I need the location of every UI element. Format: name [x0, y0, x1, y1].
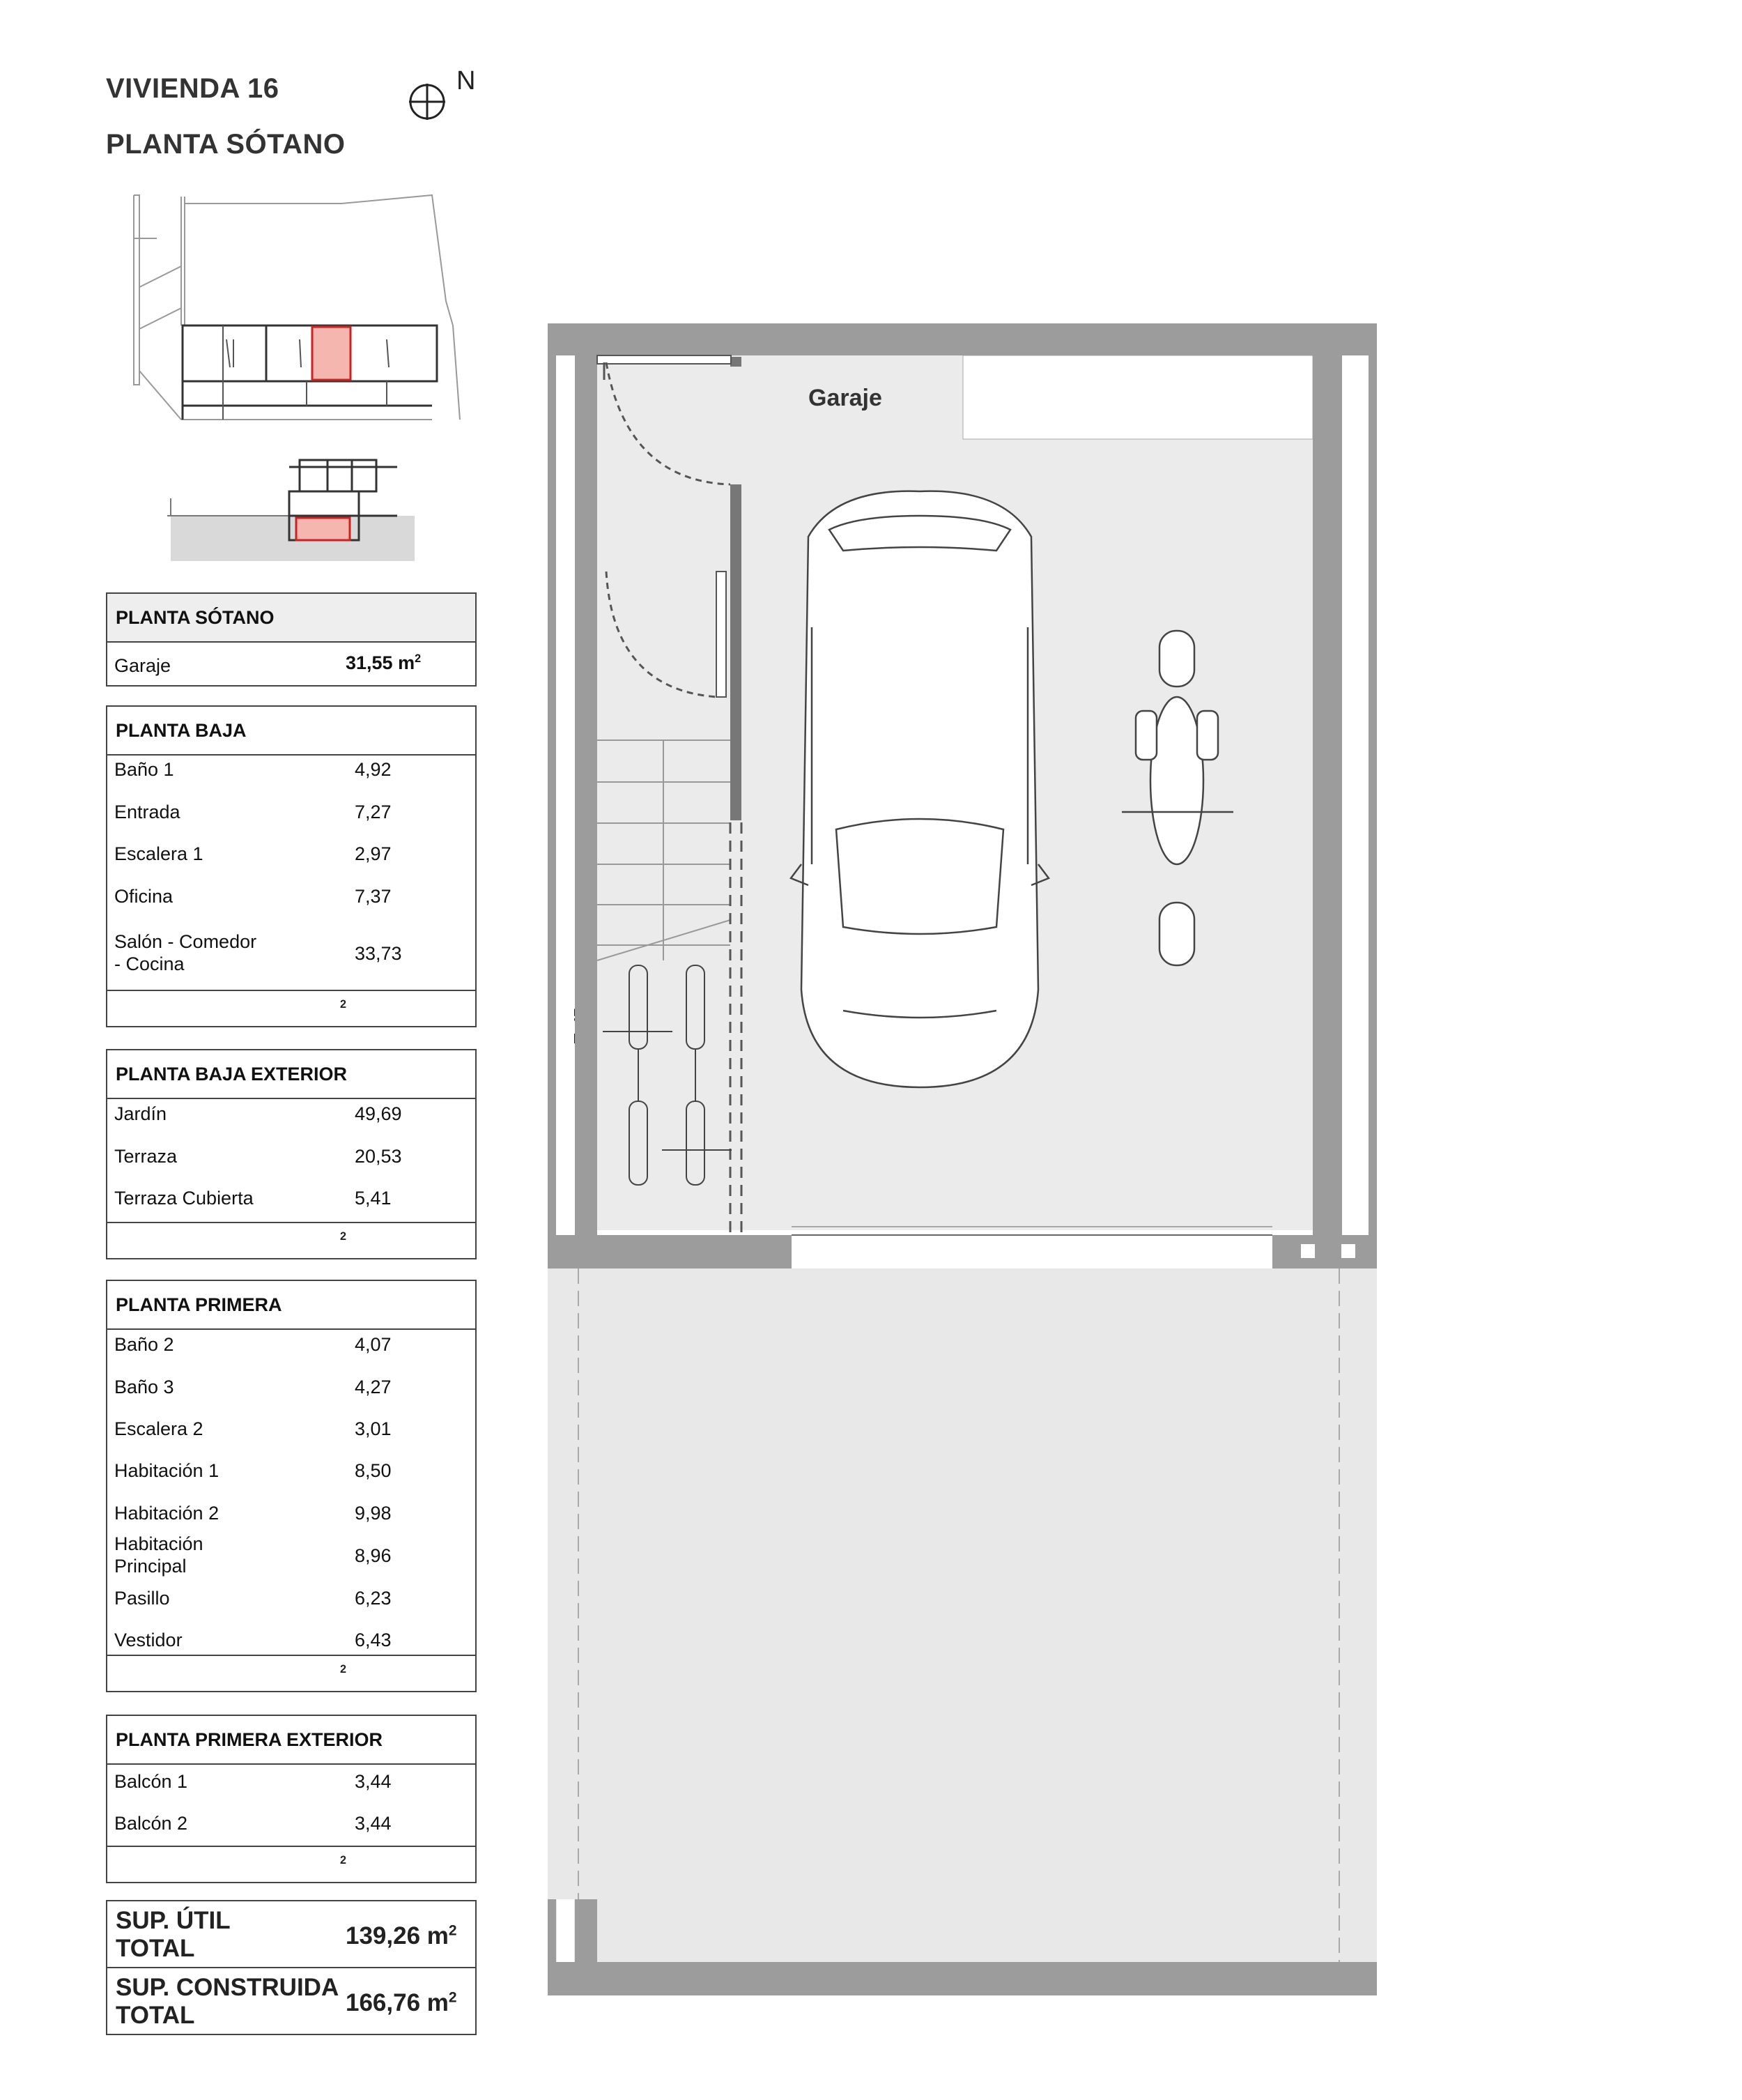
table-planta-baja	[106, 705, 477, 1027]
row-label-line2: - Cocina	[114, 953, 185, 974]
table-heading: PLANTA PRIMERA EXTERIOR	[107, 1716, 475, 1765]
row-value: 4,07	[355, 1334, 392, 1355]
key-section	[167, 457, 418, 561]
row-value: 31,55 $m^2$	[346, 652, 422, 673]
table-heading: PLANTA BAJA EXTERIOR	[107, 1050, 475, 1099]
table-total: 2	[107, 1655, 475, 1691]
table-total: 2	[107, 1222, 475, 1258]
sup-construida-value: 166,76 $m^2$	[346, 1989, 457, 2016]
row-value: 7,27	[355, 802, 392, 822]
key-plan	[118, 190, 467, 427]
row-label: Habitación 1	[114, 1460, 219, 1481]
row-value: 3,01	[355, 1418, 392, 1439]
compass-icon	[408, 82, 447, 121]
sup-construida-total	[106, 1967, 477, 2035]
table-heading: PLANTA SÓTANO	[107, 594, 475, 643]
patio-area	[548, 1269, 1377, 1976]
table-row	[107, 643, 475, 687]
row-label: Escalera 2	[114, 1418, 203, 1439]
row-value: 4,27	[355, 1377, 392, 1397]
row-label: Entrada	[114, 802, 180, 822]
row-value: 8,50	[355, 1460, 392, 1481]
table-heading: PLANTA BAJA	[107, 707, 475, 756]
row-value: 33,73	[355, 943, 402, 964]
row-value: 49,69	[355, 1103, 402, 1124]
row-label: Baño 1	[114, 759, 174, 780]
row-value: 3,44	[355, 1813, 392, 1834]
row-label: Balcón 2	[114, 1813, 188, 1834]
row-value: 9,98	[355, 1503, 392, 1524]
row-label: Habitación	[114, 1533, 203, 1554]
row-value: 5,41	[355, 1188, 392, 1209]
row-label: Salón - Comedor	[114, 931, 257, 952]
floor-title: PLANTA SÓTANO	[106, 129, 346, 160]
highlighted-section	[296, 518, 350, 540]
room-label-garaje: Garaje	[808, 385, 882, 411]
row-label: Jardín	[114, 1103, 167, 1124]
row-label: Terraza Cubierta	[114, 1188, 254, 1209]
row-label: Escalera 1	[114, 843, 203, 864]
table-planta-sotano	[106, 592, 477, 687]
row-value: 6,23	[355, 1588, 392, 1609]
row-label: Vestidor	[114, 1630, 183, 1650]
row-label-line2: Principal	[114, 1556, 187, 1577]
row-label: Garaje	[114, 655, 171, 676]
row-label: Balcón 1	[114, 1771, 188, 1792]
row-value: 4,92	[355, 759, 392, 780]
row-value: 7,37	[355, 886, 392, 907]
row-value: 6,43	[355, 1630, 392, 1650]
table-total: 2	[107, 1846, 475, 1882]
row-label: Baño 3	[114, 1377, 174, 1397]
table-planta-primera-exterior	[106, 1715, 477, 1883]
table-total: 2	[107, 990, 475, 1026]
table-heading: PLANTA PRIMERA	[107, 1281, 475, 1330]
sup-util-label: SUP. ÚTIL TOTAL	[116, 1907, 231, 1962]
table-planta-baja-exterior	[106, 1049, 477, 1259]
car-icon	[791, 491, 1049, 1087]
row-value: 2,97	[355, 843, 392, 864]
row-value: 3,44	[355, 1771, 392, 1792]
row-label: Pasillo	[114, 1588, 170, 1609]
north-label: N	[456, 66, 476, 95]
highlighted-unit	[312, 327, 350, 380]
unit-title: VIVIENDA 16	[106, 73, 279, 104]
row-label: Baño 2	[114, 1334, 174, 1355]
row-value: 20,53	[355, 1146, 402, 1167]
floor-plan	[544, 321, 1380, 2007]
row-value: 8,96	[355, 1545, 392, 1566]
row-label: Oficina	[114, 886, 174, 907]
row-label: Habitación 2	[114, 1503, 219, 1524]
sup-construida-label: SUP. CONSTRUIDA TOTAL	[116, 1974, 339, 2029]
table-planta-primera	[106, 1280, 477, 1692]
row-label: Terraza	[114, 1146, 178, 1167]
sup-util-value: 139,26 $m^2$	[346, 1922, 457, 1949]
sup-util-total	[106, 1900, 477, 1968]
